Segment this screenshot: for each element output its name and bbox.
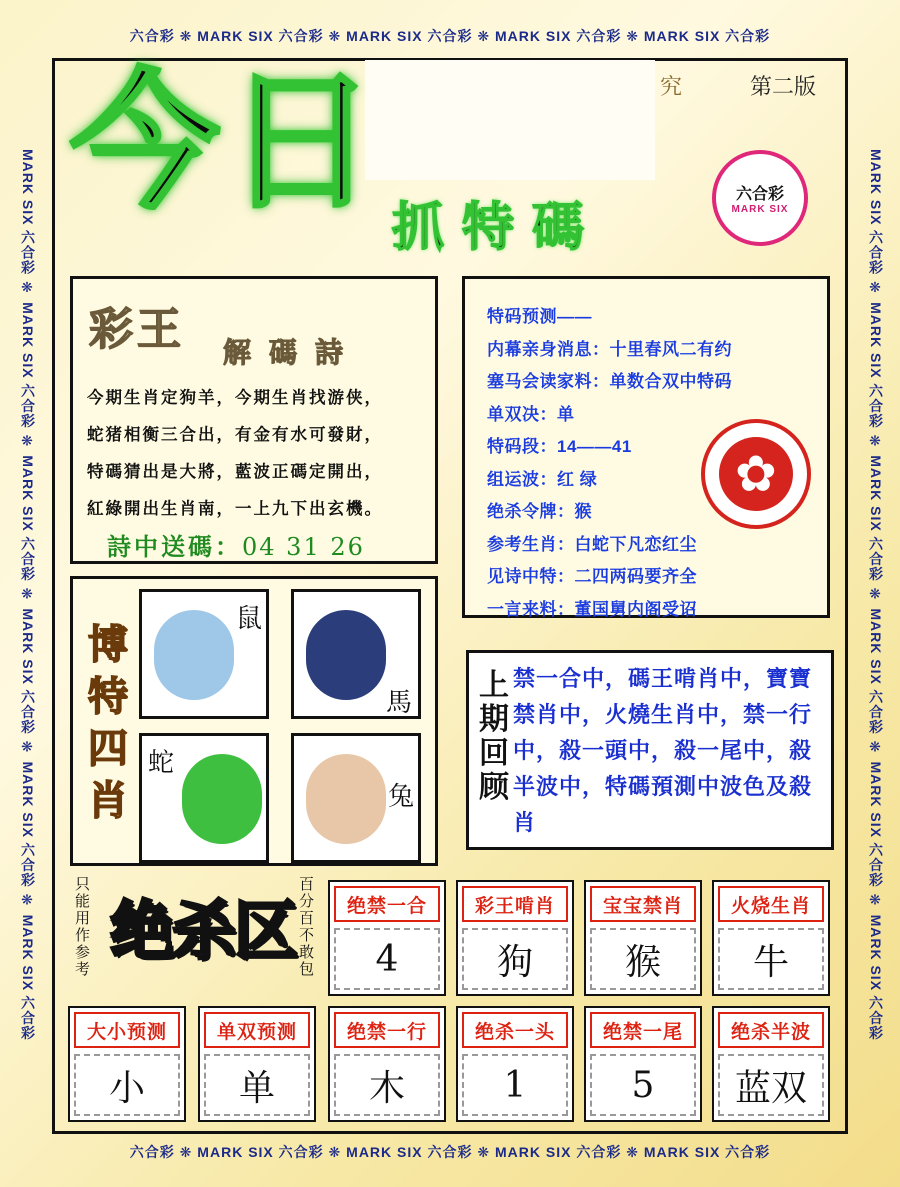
bauhinia-icon: ✿ [719,437,793,511]
poem-line: 蛇猪相衡三合出，有金有水可發財， [87,425,383,444]
kill-cell [328,1006,446,1122]
kill-cell-value: 4 [334,928,440,990]
zodiac-cell-horse [291,589,421,719]
kill-cell-label: 绝杀半波 [718,1012,824,1048]
kill-cell [584,880,702,996]
kill-cell [68,1006,186,1122]
review-text: 禁一合中，碼王啃肖中，寶寶禁肖中，火燒生肖中，禁一行中，殺一頭中，殺一尾中，殺半波中，特碼預測中波色及殺肖 [513,666,813,836]
poem-gift-numbers [107,527,365,562]
poem-gift-value: 04 31 26 [242,533,365,561]
prediction-line: 单双决：单 [487,404,575,424]
kill-cell-value: 1 [462,1054,568,1116]
poem-box [70,276,438,564]
prediction-line: 参考生肖：白蛇下凡恋红尘 [487,534,697,554]
header-blank-area [365,60,655,180]
poem-line: 特碼猜出是大將，藍波正碼定開出， [87,462,383,481]
kill-cell-label: 绝杀一头 [462,1012,568,1048]
prediction-box [462,276,830,618]
kill-cell-label: 火烧生肖 [718,886,824,922]
horse-icon [306,610,386,700]
zodiac-cell-rat [139,589,269,719]
prediction-line: 组运波：红 绿 [487,469,598,489]
zodiac-name: 兔 [388,782,415,812]
main-title: 今日 [70,56,383,230]
kill-cell [456,880,574,996]
prediction-line: 见诗中特：二四两码要齐全 [487,567,697,586]
prediction-line: 特码预测—— [487,307,592,326]
kill-cell-label: 彩王啃肖 [462,886,568,922]
zodiac-name: 馬 [386,688,413,718]
kill-cell-label: 宝宝禁肖 [590,886,696,922]
prediction-line: 特码段：14——41 [487,437,632,456]
zodiac-cell-snake [139,733,269,863]
kill-cell [712,880,830,996]
zodiac-title: 博特四肖 [88,621,128,824]
kill-cell-value: 牛 [718,928,824,990]
poem-subtitle: 解碼詩 [223,336,362,369]
mark-six-logo [712,150,808,246]
kill-cell-label: 绝禁一行 [334,1012,440,1048]
kill-cell-value: 蓝双 [718,1054,824,1116]
edition-label: 第二版 [750,75,817,100]
kill-cell-value: 5 [590,1054,696,1116]
zodiac-box [70,576,438,866]
review-title: 上期回顾 [479,668,509,805]
last-period-review-box [466,650,834,850]
kill-cell-value: 小 [74,1054,180,1116]
sub-title: 抓特碼 [392,198,603,258]
poem-lines [87,379,427,527]
kill-cell-value: 单 [204,1054,310,1116]
kill-cell-label: 绝禁一合 [334,886,440,922]
reference-note: 只能用作参考 [73,876,91,978]
zodiac-cell-rabbit [291,733,421,863]
header-tag-left: 究 [660,75,683,100]
rat-icon [154,610,234,700]
kill-cell-value: 猴 [590,928,696,990]
kill-cell [328,880,446,996]
hk-emblem-icon [701,419,811,529]
logo-subtext: MARK SIX [731,204,789,215]
prediction-lines [487,301,732,626]
prediction-line: 绝杀令牌：猴 [487,502,592,521]
kill-cell-label: 大小预测 [74,1012,180,1048]
poem-gift-label: 詩中送碼： [107,532,242,561]
frame-left-strip: MARK SIX 六合彩 ❋ MARK SIX 六合彩 ❋ MARK SIX 六合彩 ❋ MARK SIX 六合彩 ❋ MARK SIX 六合彩 ❋ MARK SIX 六合彩 [20,149,36,1041]
kill-cell-value: 木 [334,1054,440,1116]
logo-text: 六合彩 [735,186,784,203]
prediction-line: 内幕亲身消息：十里春风二有约 [487,339,732,359]
kill-cell [712,1006,830,1122]
kill-cell-label: 绝禁一尾 [590,1012,696,1048]
prediction-line: 一言来料：董国舅内阁受诏 [487,599,697,619]
poem-title: 彩王 [89,304,185,355]
rabbit-icon [306,754,386,844]
poem-line: 今期生肖定狗羊，今期生肖找游侠， [87,388,383,407]
poem-line: 紅綠開出生肖南，一上九下出玄機。 [87,499,383,518]
zodiac-name: 鼠 [236,604,263,634]
kill-cell [584,1006,702,1122]
kill-cell-label: 单双预测 [204,1012,310,1048]
frame-bottom-strip: 六合彩 ❋ MARK SIX 六合彩 ❋ MARK SIX 六合彩 ❋ MARK SIX 六合彩 ❋ MARK SIX 六合彩 [129,1144,771,1160]
kill-zone-title: 绝杀区 [110,895,296,969]
frame-right-strip: MARK SIX 六合彩 ❋ MARK SIX 六合彩 ❋ MARK SIX 六合彩 ❋ MARK SIX 六合彩 ❋ MARK SIX 六合彩 ❋ MARK SIX 六合彩 [868,149,884,1041]
zodiac-name: 蛇 [148,748,175,778]
kill-cell [456,1006,574,1122]
guarantee-note: 百分百不敢包 [297,876,315,978]
frame-top-strip: 六合彩 ❋ MARK SIX 六合彩 ❋ MARK SIX 六合彩 ❋ MARK SIX 六合彩 ❋ MARK SIX 六合彩 [129,28,771,44]
kill-cell [198,1006,316,1122]
snake-icon [182,754,262,844]
prediction-line: 塞马会读家料：单数合双中特码 [487,372,732,391]
kill-cell-value: 狗 [462,928,568,990]
